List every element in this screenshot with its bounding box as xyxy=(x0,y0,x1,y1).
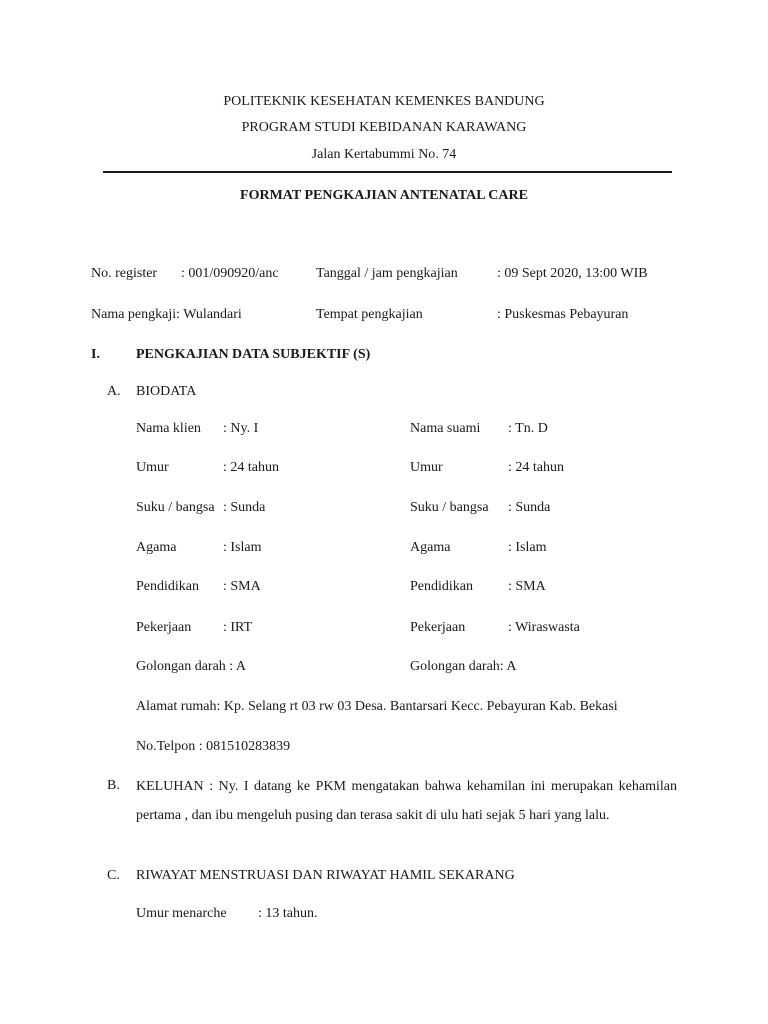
husband-name-label: Nama suami xyxy=(410,421,481,436)
client-education-value: : SMA xyxy=(223,579,261,594)
husband-ethnicity-value: : Sunda xyxy=(508,500,551,515)
section-title: PENGKAJIAN DATA SUBJEKTIF (S) xyxy=(136,347,371,362)
phone-number: No.Telpon : 081510283839 xyxy=(136,739,291,754)
client-ethnicity-value: : Sunda xyxy=(223,500,266,515)
husband-occupation-value: : Wiraswasta xyxy=(508,620,580,635)
husband-age-value: : 24 tahun xyxy=(508,460,564,475)
assessor-name: Nama pengkaji: Wulandari xyxy=(91,307,242,322)
biodata-title: BIODATA xyxy=(136,384,197,399)
form-title: FORMAT PENGKAJIAN ANTENATAL CARE xyxy=(240,188,528,203)
institution-address: Jalan Kertabummi No. 74 xyxy=(311,147,457,162)
husband-religion-label: Agama xyxy=(410,540,451,555)
complaint-letter: B. xyxy=(107,778,120,793)
husband-occupation-label: Pekerjaan xyxy=(410,620,466,635)
client-age-label: Umur xyxy=(136,460,169,475)
client-name-label: Nama klien xyxy=(136,421,201,436)
menarche-value: : 13 tahun. xyxy=(258,906,318,921)
program-name: PROGRAM STUDI KEBIDANAN KARAWANG xyxy=(241,120,527,135)
menstrual-letter: C. xyxy=(107,868,120,883)
client-religion-value: : Islam xyxy=(223,540,262,555)
datetime-value: : 09 Sept 2020, 13:00 WIB xyxy=(497,266,648,281)
client-name-value: : Ny. I xyxy=(223,421,259,436)
biodata-letter: A. xyxy=(107,384,121,399)
client-occupation-value: : IRT xyxy=(223,620,253,635)
header-divider xyxy=(103,171,672,173)
husband-blood-type: Golongan darah: A xyxy=(410,659,517,674)
complaint-text: KELUHAN : Ny. I datang ke PKM mengatakan bahwa kehamilan ini merupakan kehamilan pertama , dan ibu mengeluh pusing dan terasa sakit di ulu hati sejak 5 hari yang lalu. xyxy=(136,779,677,823)
client-occupation-label: Pekerjaan xyxy=(136,620,192,635)
husband-name-value: : Tn. D xyxy=(508,421,548,436)
husband-ethnicity-label: Suku / bangsa xyxy=(410,500,489,515)
section-number: I. xyxy=(91,347,100,362)
client-education-label: Pendidikan xyxy=(136,579,199,594)
menstrual-title: RIWAYAT MENSTRUASI DAN RIWAYAT HAMIL SEKARANG xyxy=(136,868,515,883)
register-label: No. register xyxy=(91,266,158,281)
place-label: Tempat pengkajian xyxy=(316,307,423,322)
client-ethnicity-label: Suku / bangsa xyxy=(136,500,215,515)
husband-age-label: Umur xyxy=(410,460,443,475)
client-religion-label: Agama xyxy=(136,540,177,555)
datetime-label: Tanggal / jam pengkajian xyxy=(316,266,458,281)
husband-education-label: Pendidikan xyxy=(410,579,473,594)
place-value: : Puskesmas Pebayuran xyxy=(497,307,629,322)
husband-religion-value: : Islam xyxy=(508,540,547,555)
register-value: : 001/090920/anc xyxy=(181,266,279,281)
menarche-label: Umur menarche xyxy=(136,906,227,921)
institution-name: POLITEKNIK KESEHATAN KEMENKES BANDUNG xyxy=(223,94,545,109)
home-address: Alamat rumah: Kp. Selang rt 03 rw 03 Desa. Bantarsari Kecc. Pebayuran Kab. Bekasi xyxy=(136,699,618,714)
husband-education-value: : SMA xyxy=(508,579,546,594)
client-blood-type: Golongan darah : A xyxy=(136,659,247,674)
client-age-value: : 24 tahun xyxy=(223,460,279,475)
